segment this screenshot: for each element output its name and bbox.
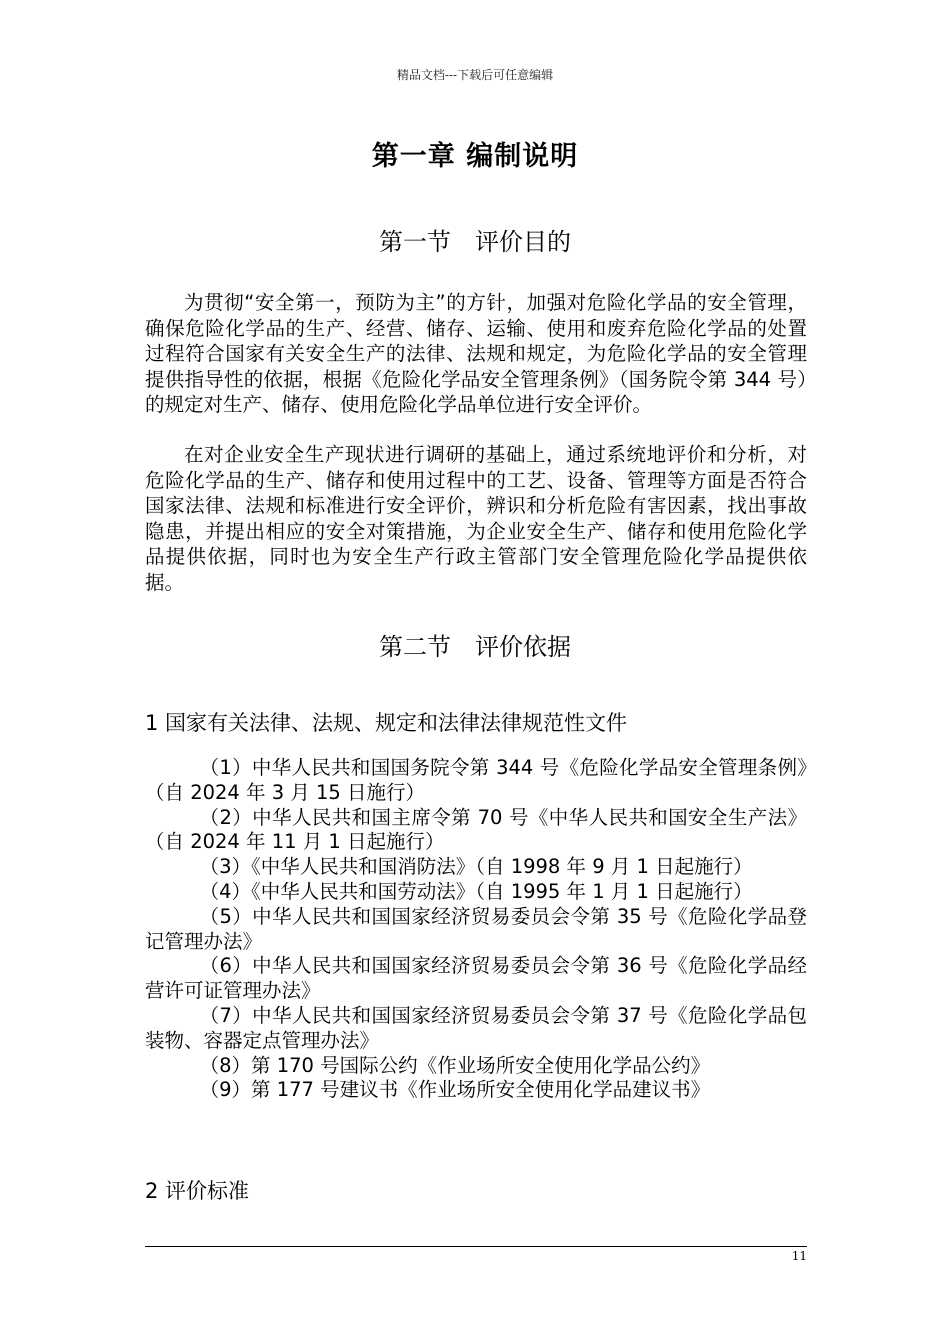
- reference-item: （7）中华人民共和国国家经济贸易委员会令第 37 号《危险化学品包装物、容器定点管理办法》: [145, 1003, 807, 1052]
- chapter-title: 第一章 编制说明: [371, 141, 579, 172]
- section-title-purpose: 第一节 评价目的: [379, 228, 571, 256]
- reference-item: （8）第 170 号国际公约《作业场所安全使用化学品公约》: [199, 1053, 711, 1077]
- footer-divider: [145, 1246, 807, 1247]
- purpose-paragraph-2: 在对企业安全生产现状进行调研的基础上，通过系统地评价和分析，对危险化学品的生产、储存和使用过程中的工艺、设备、管理等方面是否符合国家法律、法规和标准进行安全评价，辨识和分析危险有害因素，找出事故隐患，并提出相应的安全对策措施，为企业安全生产、储存和使用危险化学品提供依据，同时也为安全生产行政主管部门安全管理危险化学品提供依据。: [145, 443, 807, 594]
- reference-item: （9）第 177 号建议书《作业场所安全使用化学品建议书》: [199, 1078, 711, 1102]
- subheading-laws: 1 国家有关法律、法规、规定和法律法律规范性文件: [145, 711, 628, 735]
- reference-list: [145, 756, 807, 1103]
- page-number: 11: [791, 1249, 807, 1263]
- reference-item: （4）《中华人民共和国劳动法》（自 1995 年 1 月 1 日起施行）: [199, 879, 753, 903]
- reference-item: （2）中华人民共和国主席令第 70 号《中华人民共和国安全生产法》（自 2024 年 11 月 1 日起施行）: [145, 805, 807, 854]
- reference-item: （3）《中华人民共和国消防法》（自 1998 年 9 月 1 日起施行）: [199, 855, 753, 879]
- reference-item: （1）中华人民共和国国务院令第 344 号《危险化学品安全管理条例》（自 2024 年 3 月 15 日施行）: [145, 756, 807, 804]
- reference-item: （6）中华人民共和国国家经济贸易委员会令第 36 号《危险化学品经营许可证管理办法》: [145, 954, 807, 1003]
- page-header-note: 精品文档---下载后可任意编辑: [396, 68, 554, 82]
- purpose-paragraph-1: 为贯彻“安全第一，预防为主”的方针，加强对危险化学品的安全管理，确保危险化学品的生产、经营、储存、运输、使用和废弃危险化学品的处置过程符合国家有关安全生产的法律、法规和规定，为危险化学品的安全管理提供指导性的依据，根据《危险化学品安全管理条例》（国务院令第 344 号）的规定对生产、储存、使用危险化学品单位进行安全评价。: [145, 291, 807, 416]
- subheading-standards: 2 评价标准: [145, 1179, 250, 1203]
- reference-item: （5）中华人民共和国国家经济贸易委员会令第 35 号《危险化学品登记管理办法》: [145, 904, 807, 953]
- section-title-basis: 第二节 评价依据: [379, 633, 571, 661]
